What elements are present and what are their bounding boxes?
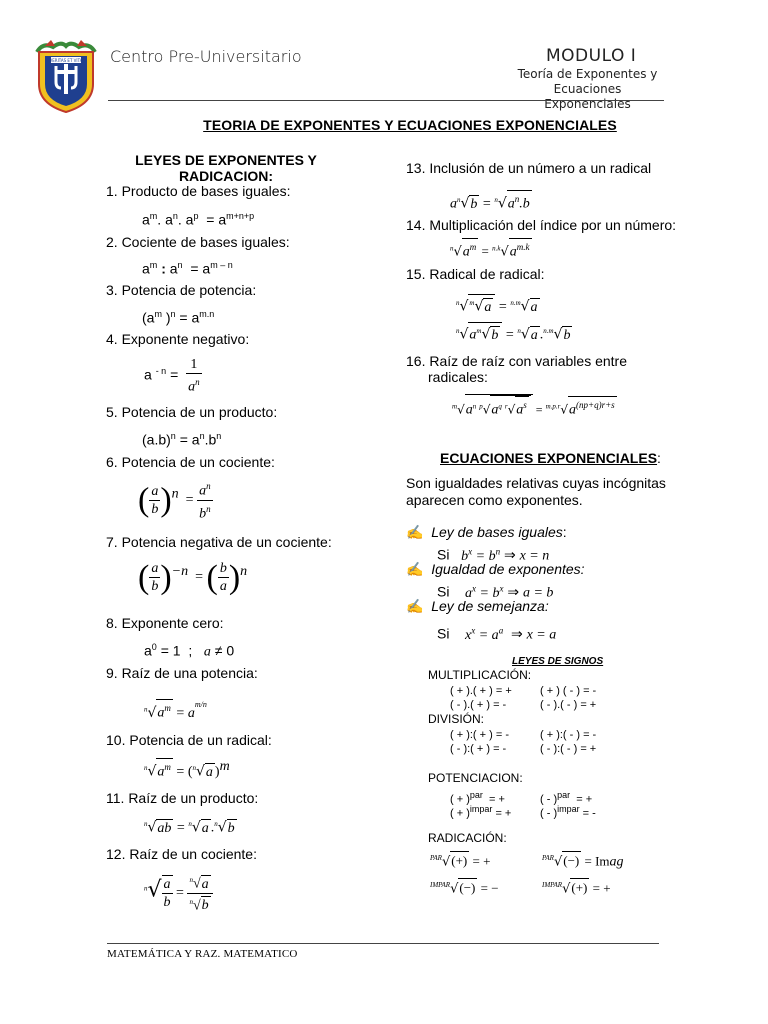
law-16-label: 16. Raíz de raíz con variables entre <box>406 353 628 369</box>
law-7-label: 7. Potencia negativa de un cociente: <box>106 534 332 550</box>
footer-divider <box>107 943 659 944</box>
ecuaciones-description <box>406 475 688 509</box>
law-15-label: 15. Radical de radical: <box>406 266 545 282</box>
pot-row-2a: ( + )$^{impar}$ = + <box>450 804 512 820</box>
left-section-title-line1: LEYES DE EXPONENTES Y <box>135 152 317 168</box>
law-bases-iguales: ✍ Ley de bases iguales: <box>406 524 567 540</box>
law-6-formula: ( $\frac{a}{b}$ )$^n$ = $\frac{a^n}{b^n}$ <box>138 481 211 522</box>
law-9-formula: $^n√a^m = a^{m/n}$ <box>144 700 207 721</box>
pot-row-1b: ( - )$^{par}$ = + <box>540 790 593 806</box>
ecuaciones-title-text: ECUACIONES EXPONENCIALES <box>440 450 658 466</box>
module-subtitle <box>510 67 665 112</box>
mult-row-1b: ( + ) ( - ) = - <box>540 685 597 697</box>
law-12-label: 12. Raíz de un cociente: <box>106 846 257 862</box>
law-11-label: 11. Raíz de un producto: <box>106 790 259 806</box>
impar-exp: impar <box>469 804 493 814</box>
page-title: TEORIA DE EXPONENTES Y ECUACIONES EXPONENCIALES <box>203 117 617 133</box>
rad-row-2a: $^{IMPAR}$√(−) = − <box>430 880 499 897</box>
mult-row-2b: ( - ).( - ) = + <box>540 699 597 711</box>
law-4-formula: a $^{- n}$ = $\frac{1}{a^n}$ <box>144 357 200 395</box>
pot-row-1a: ( + )$^{par}$ = + <box>450 790 505 806</box>
pot-label: POTENCIACION: <box>428 771 523 785</box>
law-6-label: 6. Potencia de un cociente: <box>106 454 275 470</box>
law-7-formula: ( $\frac{a}{b}$ )$^{-n}$ = ( $\frac{b}{a}$ )$^n$ <box>138 559 248 596</box>
rad-row-2b: $^{IMPAR}$√(+) = + <box>542 880 611 897</box>
law-1-formula: $a^m$. $a^n$. $a^p = a^{m+n+p}$ <box>142 211 255 228</box>
law-13-formula: $a^n√b = ^n√a^n.b$ <box>450 190 532 213</box>
institution-name: Centro Pre-Universitario <box>110 47 302 66</box>
law-10-label: 10. Potencia de un radical: <box>106 732 272 748</box>
law-3-label: 3. Potencia de potencia: <box>106 282 257 298</box>
law-15-formula-a: $^n$√$^m$√a = $^{n.m}$√a <box>456 294 540 316</box>
law-13-label: 13. Inclusión de un número a un radical <box>406 160 652 176</box>
impar-exp: impar <box>557 804 580 814</box>
law-semejanza <box>406 598 549 615</box>
law-9-label: 9. Raíz de una potencia: <box>106 665 258 681</box>
div-row-2b: ( - ):( - ) = + <box>540 743 597 755</box>
law-2-formula: $a^m$ : $a^n = a^{m - n}$ <box>142 260 233 277</box>
law-igualdad-exponentes <box>406 561 585 578</box>
law-semejanza-label: Ley de semejanza: <box>431 598 549 614</box>
law-11-formula: $^n$√ab = $^n$√a .$^n$√b <box>144 819 235 836</box>
mult-row-2a: ( - ).( + ) = - <box>450 699 507 711</box>
par-exp: par <box>557 790 571 800</box>
div-label: DIVISIÓN: <box>428 712 485 726</box>
par-index: PAR <box>542 854 554 862</box>
footer-text: MATEMÁTICA Y RAZ. MATEMATICO <box>107 948 298 960</box>
mult-row-1a: ( + ).( + ) = + <box>450 685 512 697</box>
law-14-formula: $^n√a^m = ^{n.k}√a^{m.k}$ <box>450 238 532 261</box>
law-igualdad-label: Igualdad de exponentes: <box>431 561 585 577</box>
left-section-title-line2: RADICACION: <box>178 168 274 184</box>
bullet-icon: ✍ <box>406 598 424 614</box>
law-3-formula: ($a^m$ )$^n = a^{m.n}$ <box>142 309 215 326</box>
bullet-icon: ✍ <box>406 561 424 577</box>
law-bases-iguales-formula: Si $b^x = b^n$ ⇒ x = n <box>437 546 550 564</box>
par-index: PAR <box>430 854 442 862</box>
law-16-formula: $^m√a^n$ $^p√a^q$ $^r√a^s = ^{m.p.r}√a^{(np+q)r+s}$ <box>452 394 617 419</box>
si-label: Si <box>437 625 450 642</box>
rad-row-1b: $^{PAR}$√(−) = Imag <box>542 853 624 870</box>
si-label: Si <box>437 546 450 563</box>
law-5-formula: $(a.b)^n = a^n.b^n$ <box>142 431 222 448</box>
par-exp: par <box>469 790 483 800</box>
university-logo <box>33 38 99 114</box>
rad-label: RADICACIÓN: <box>428 831 507 845</box>
law-bases-iguales-label: Ley de bases iguales <box>431 524 563 540</box>
ecuaciones-description-line1: Son igualdades relativas cuyas incógnitas <box>406 475 666 491</box>
ecuaciones-description-line2: aparecen como exponentes. <box>406 492 583 508</box>
law-1-label: 1. Producto de bases iguales: <box>106 183 291 199</box>
mult-label: MULTIPLICACIÓN: <box>428 668 532 682</box>
bullet-icon: ✍ <box>406 524 424 540</box>
module-subtitle-line1: Teoría de Exponentes y <box>517 67 658 81</box>
signos-title: LEYES DE SIGNOS <box>512 656 604 667</box>
div-row-2a: ( - ):( + ) = - <box>450 743 507 755</box>
ecuaciones-title <box>440 450 661 466</box>
law-15-formula-b: $^n√a^m√b = ^n√a$ .$^{n.m}$√b <box>456 322 572 344</box>
rad-row-1a: $^{PAR}$√(+) = + <box>430 853 491 870</box>
header-divider <box>108 100 664 101</box>
law-10-formula: $^n√a^m = (^n√a$ )$^m$ <box>144 759 230 780</box>
div-row-1b: ( + ):( - ) = - <box>540 729 597 741</box>
si-label: Si <box>437 583 450 600</box>
impar-index: IMPAR <box>430 881 451 889</box>
law-8-label: 8. Exponente cero: <box>106 615 224 631</box>
module-subtitle-line2: Ecuaciones Exponenciales <box>544 82 631 111</box>
law-8-formula: $a^0 = 1$ ; a ≠ 0 <box>144 642 235 660</box>
module-label: MODULO I <box>546 46 637 66</box>
svg-text:VERITAS ET VITA: VERITAS ET VITA <box>49 58 83 63</box>
left-section-title <box>120 152 332 184</box>
law-semejanza-formula: Si $x^x = a^a$ ⇒ x = a <box>437 625 557 643</box>
law-5-label: 5. Potencia de un producto: <box>106 404 278 420</box>
pot-row-2b: ( - )$^{impar}$ = - <box>540 804 596 820</box>
law-igualdad-formula: Si $a^x = b^x$ ⇒ a = b <box>437 583 554 601</box>
impar-index: IMPAR <box>542 881 563 889</box>
law-12-formula: $^n$√ $\frac{a}{b}$ = $\frac{^n√a}{^n√b}$ <box>144 872 213 914</box>
law-16-label-cont: radicales: <box>428 369 488 385</box>
law-2-label: 2. Cociente de bases iguales: <box>106 234 290 250</box>
ecuaciones-title-colon: : <box>657 450 661 466</box>
div-row-1a: ( + ):( + ) = - <box>450 729 509 741</box>
law-4-label: 4. Exponente negativo: <box>106 331 250 347</box>
law-14-label: 14. Multiplicación del índice por un número: <box>406 217 677 233</box>
